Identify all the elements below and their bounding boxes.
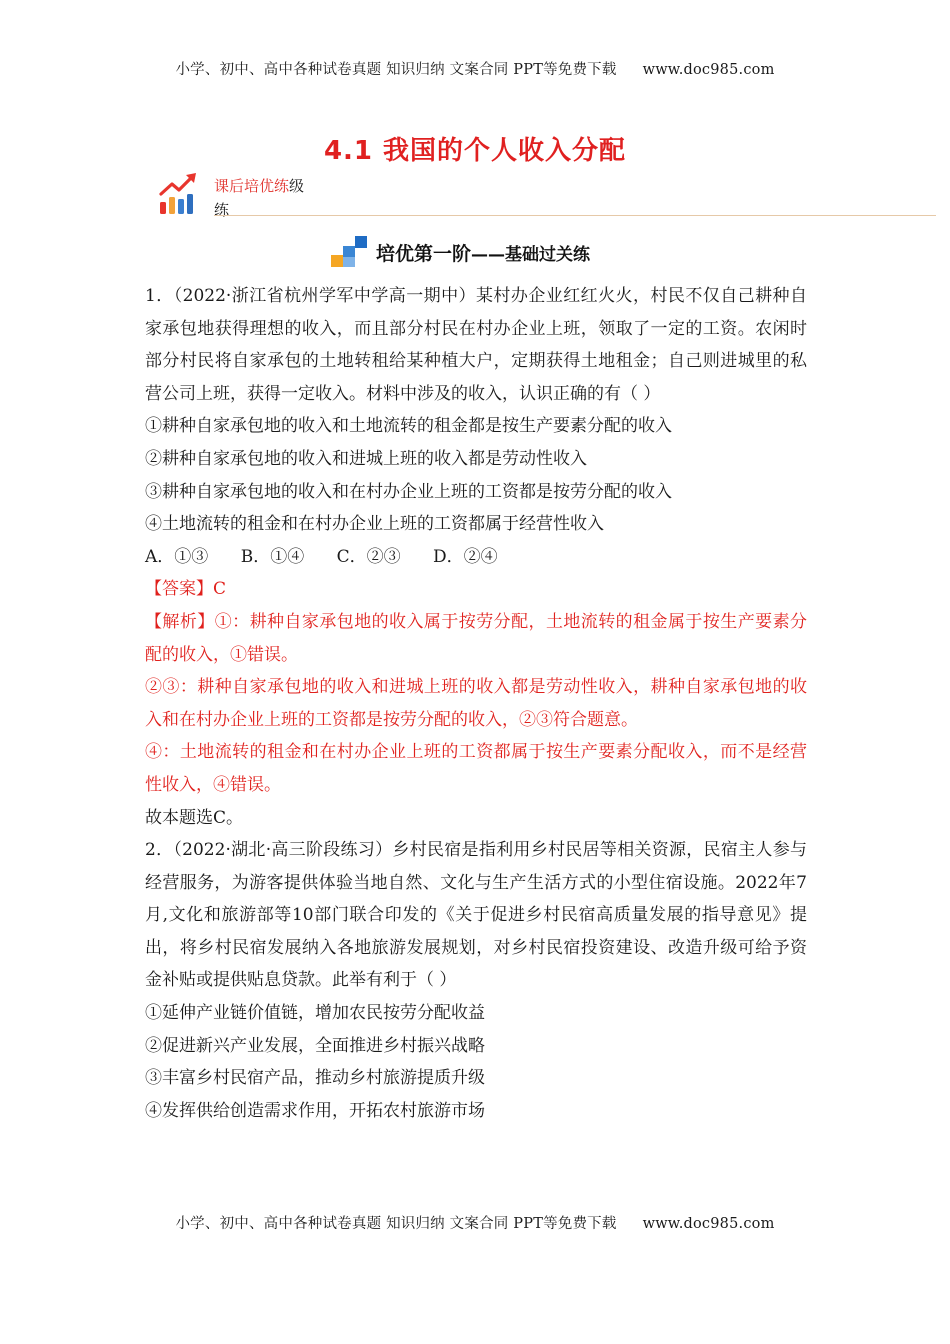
- growth-chart-icon: [158, 172, 200, 216]
- q1-answer: 【答案】C: [145, 579, 227, 600]
- section-title: 培优第一阶: [376, 242, 472, 265]
- q1-choices: A．①③ B．①④ C．②③ D．②④: [145, 546, 498, 567]
- footer-text: 小学、初中、高中各种试卷真题 知识归纳 文案合同 PPT等免费下载: [175, 1216, 617, 1232]
- q2-option-4: ④发挥供给创造需求作用，开拓农村旅游市场: [145, 1100, 485, 1121]
- q1-analysis-3: ④：土地流转的租金和在村办企业上班的工资都属于按生产要素分配收入，而不是经营性收入，④错误。: [145, 742, 807, 795]
- question-content: [145, 280, 807, 1127]
- q2-option-2: ②促进新兴产业发展，全面推进乡村振兴战略: [145, 1035, 485, 1056]
- q1-option-3: ③耕种自家承包地的收入和在村办企业上班的工资都是按劳分配的收入: [145, 481, 672, 502]
- page-title: 4.1 我国的个人收入分配: [323, 136, 627, 166]
- header-divider: [214, 215, 936, 216]
- q2-option-3: ③丰富乡村民宿产品，推动乡村旅游提质升级: [145, 1068, 485, 1089]
- footer-site: www.doc985.com: [642, 1216, 775, 1232]
- q1-conclusion: 故本题选C。: [145, 807, 244, 828]
- section-heading: [330, 234, 590, 270]
- q1-analysis-1: 【解析】①：耕种自家承包地的收入属于按劳分配，土地流转的租金属于按生产要素分配的收入，①错误。: [145, 611, 807, 665]
- steps-icon: [330, 235, 370, 269]
- q1-analysis-2: ②③：耕种自家承包地的收入和进城上班的收入都是劳动性收入，耕种自家承包地的收入和在村办企业上班的工资都是按劳分配的收入，②③符合题意。: [145, 677, 807, 730]
- q1-option-1: ①耕种自家承包地的收入和土地流转的租金都是按生产要素分配的收入: [145, 416, 672, 437]
- section-subtitle: ——基础过关练: [471, 244, 591, 265]
- badge-black-text-2: 练: [214, 201, 230, 219]
- header-site: www.doc985.com: [642, 62, 775, 78]
- q2-stem: 2．（2022·湖北·高三阶段练习）乡村民宿是指利用乡村民居等相关资源，民宿主人参与经营服务，为游客提供体验当地自然、文化与生产生活方式的小型住宿设施。2022年7月,文化和旅游部等10部门联合印发的《关于促进乡村民宿高质量发展的指导意见》提出，将乡村民宿发展纳入各地旅游发展规划，对乡村民宿投资建设、改造升级可给予资金补贴或提供贴息贷款。此举有利于（ ）: [145, 840, 807, 991]
- badge-red-text: 课后培优练: [214, 177, 290, 195]
- badge-black-text-1: 级: [289, 177, 305, 195]
- header-text: 小学、初中、高中各种试卷真题 知识归纳 文案合同 PPT等免费下载: [175, 62, 617, 78]
- page-footer: [0, 1212, 950, 1233]
- q1-option-2: ②耕种自家承包地的收入和进城上班的收入都是劳动性收入: [145, 448, 587, 469]
- q1-stem: 1．（2022·浙江省杭州学军中学高一期中）某村办企业红红火火，村民不仅自己耕种自家承包地获得理想的收入，而且部分村民在村办企业上班，领取了一定的工资。农闲时部分村民将自家承包的土地转租给某种植大户，定期获得土地租金；自己则进城里的私营公司上班，获得一定收入。材料中涉及的收入，认识正确的有（ ）: [145, 286, 807, 404]
- q1-option-4: ④土地流转的租金和在村办企业上班的工资都属于经营性收入: [145, 514, 604, 535]
- q2-option-1: ①延伸产业链价值链，增加农民按劳分配收益: [145, 1003, 485, 1024]
- page-header: [0, 58, 950, 79]
